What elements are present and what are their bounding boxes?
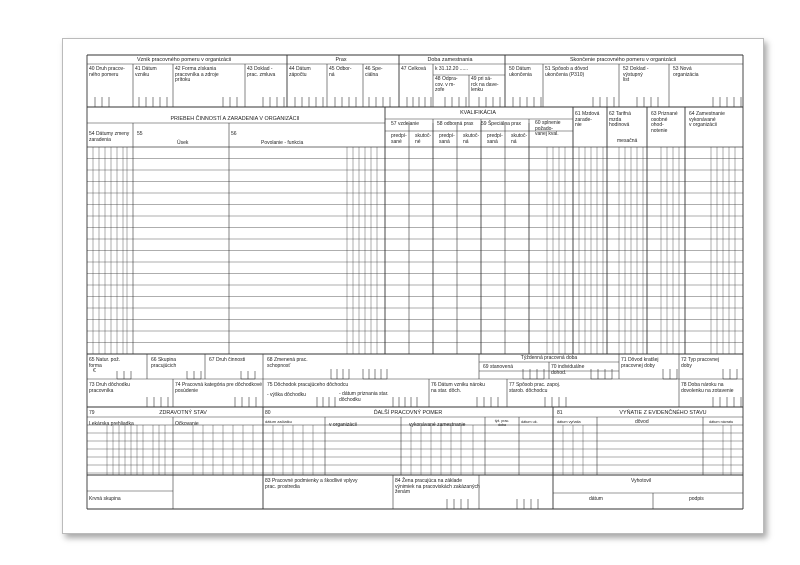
field-65-euro: € [93,368,96,374]
field-47-reference-date: k 31.12.20 ...... [435,66,469,72]
field-76-label: 76 Dátum vzniku nároku na star. dôch. [431,382,485,394]
field-47-label: 47 Celková [401,66,427,72]
date-label: dátum [589,496,603,502]
field-78-label: 78 Doba nároku na dovolenku na zotavenie [681,382,734,394]
field-43-label: 43 Doklad - prac. zmluva [247,66,276,78]
performed-job-label: vykonávané zamestnanie [409,422,466,428]
field-75-amount: - výška dôchodku [267,392,306,398]
col-58-predpisana: predpí- saná [439,133,455,145]
health-title: ZDRAVOTNÝ STAV [159,410,207,416]
field-83-label: 83 Pracovné podmienky a škodlivé vplyvy prac. prostredia [265,478,358,490]
field-55-usek: Úsek [177,140,189,146]
field-41-label: 41 Dátum vzniku [135,66,157,78]
col-57-predpisane: predpí- sané [391,133,407,145]
field-46-label: 46 Spe- ciálna [365,66,383,78]
other-employment-title: ĎALŠÍ PRACOVNÝ POMER [373,410,443,416]
field-60-label: 60 splnenie požado- vanej kval. [535,120,561,138]
section-vznik: Vznik pracovného pomeru v organizácii [136,57,232,63]
field-52-label: 52 Doklad - výstupný list [623,66,649,84]
personnel-record-form [62,38,764,534]
field-77-label: 77 Spôsob prac. zapoj. starob. dôchodcu [509,382,561,394]
col-58-skutocna: skutoč- ná [463,133,480,145]
field-44-label: 44 Dátum zápočtu [289,66,311,78]
qualification-title: KVALIFIKÁCIA [460,110,496,116]
reason-label: dôvod [635,419,649,425]
field-75-date: - dátum priznania star. dôchodku [339,391,389,403]
return-date-label: dátum návratu [709,420,734,424]
field-48-label: 48 Odpra- cov. v m- zofe [435,76,458,94]
section-prax: Prax [335,57,347,63]
field-53-label: 53 Nová organizácia [673,66,699,78]
field-54-label: 54 Dátumy zmeny zaradenia [89,131,130,143]
weekly-hours-title: Týždenná pracovná doba [520,355,578,361]
field-70-label: 70 individuálne dohod. [551,364,585,376]
field-56-povolanie: Povolanie - funkcia [261,140,304,146]
field-84-label: 84 Žena pracujúca na základe výnimiek na pracoviskách zakázaných ženám [395,478,480,496]
vaccination-label: Očkovanie [175,421,199,427]
field-75-label: 75 Dôchodok pracujúceho dôchodcu [267,382,349,388]
field-56-label: 56 [231,131,237,137]
signature-label: podpis [689,496,704,502]
field-55-label: 55 [137,131,143,137]
field-62-mesacna: mesačná [617,138,638,144]
field-67-label: 67 Druh činnosti [209,357,246,363]
history-title: PRIEBEH ČINNOSTÍ A ZARADENIA V ORGANIZÁCII [170,116,300,122]
col-57-skutocne: skutoč- né [415,133,432,145]
field-59-label: 59 Špeciálna prax [481,121,522,127]
start-date-label: dátum začiatku [265,419,292,424]
field-62-label: 62 Tarifná mzda hodinová [609,111,631,129]
prepared-by-label: Vyhotovil [631,478,652,484]
end-date-label: dátum uk. [521,420,538,424]
field-73-label: 73 Druh dôchodku pracovníka [89,382,130,394]
col-59-skutocna: skutoč- ná [511,133,528,145]
field-69-label: 69 stanovená [483,364,514,370]
field-64-label: 64 Zamestnanie vykonávané v organizácii [689,111,725,129]
field-81-number: 81 [557,410,563,416]
section-skoncenie: Skončenie pracovného pomeru v organizácii [569,57,677,63]
blood-group-label: Krvná skupina [89,496,121,502]
field-42-label: 42 Forma získania pracovníka a zdroje prítoku [175,66,219,84]
field-80-number: 80 [265,410,271,416]
field-49-label: 49 pri sá- rck na dave- lenku [471,76,499,94]
weekly-hours-label: týž. prac. doba [494,419,510,427]
field-72-label: 72 Typ pracovnej doby [681,357,719,369]
field-57-label: 57 vzdelanie [391,121,420,127]
removal-date-label: dátum vyňatia [557,420,581,424]
field-71-label: 71 Dôvod kratšej pracovnej doby [621,357,659,369]
field-63-label: 63 Priznané osobné ohod- notenie [651,111,678,134]
field-45-label: 45 Odbor- ná [329,66,352,78]
field-40-label: 40 Druh pracov- ného pomeru [89,66,125,78]
removal-title: VYŇATIE Z EVIDENČNÉHO STAVU [619,410,707,416]
in-organization-label: v organizácii [329,422,357,428]
field-50-label: 50 Dátum ukončenia [509,66,532,78]
field-58-label: 58 odborná prax [437,121,474,127]
field-79-number: 79 [89,410,95,416]
field-74-label: 74 Pracovná kategória pre dôchodkové posúdenie [175,382,263,394]
field-51-label: 51 Spôsob a dôvod ukončenia (P310) [545,66,589,78]
field-66-label: 66 Skupina pracujúcich [151,357,177,369]
field-61-label: 61 Mzdová zarade- nie [575,111,600,129]
section-doba: Doba zamestnania [427,57,473,63]
col-59-predpisana: predpí- saná [487,133,503,145]
field-65-label: 65 Natur. pož. forma [89,357,121,369]
medical-exam-label: Lekárska prehliadka [89,421,134,427]
field-68-label: 68 Zmenená prac. schopnosť [267,357,308,369]
